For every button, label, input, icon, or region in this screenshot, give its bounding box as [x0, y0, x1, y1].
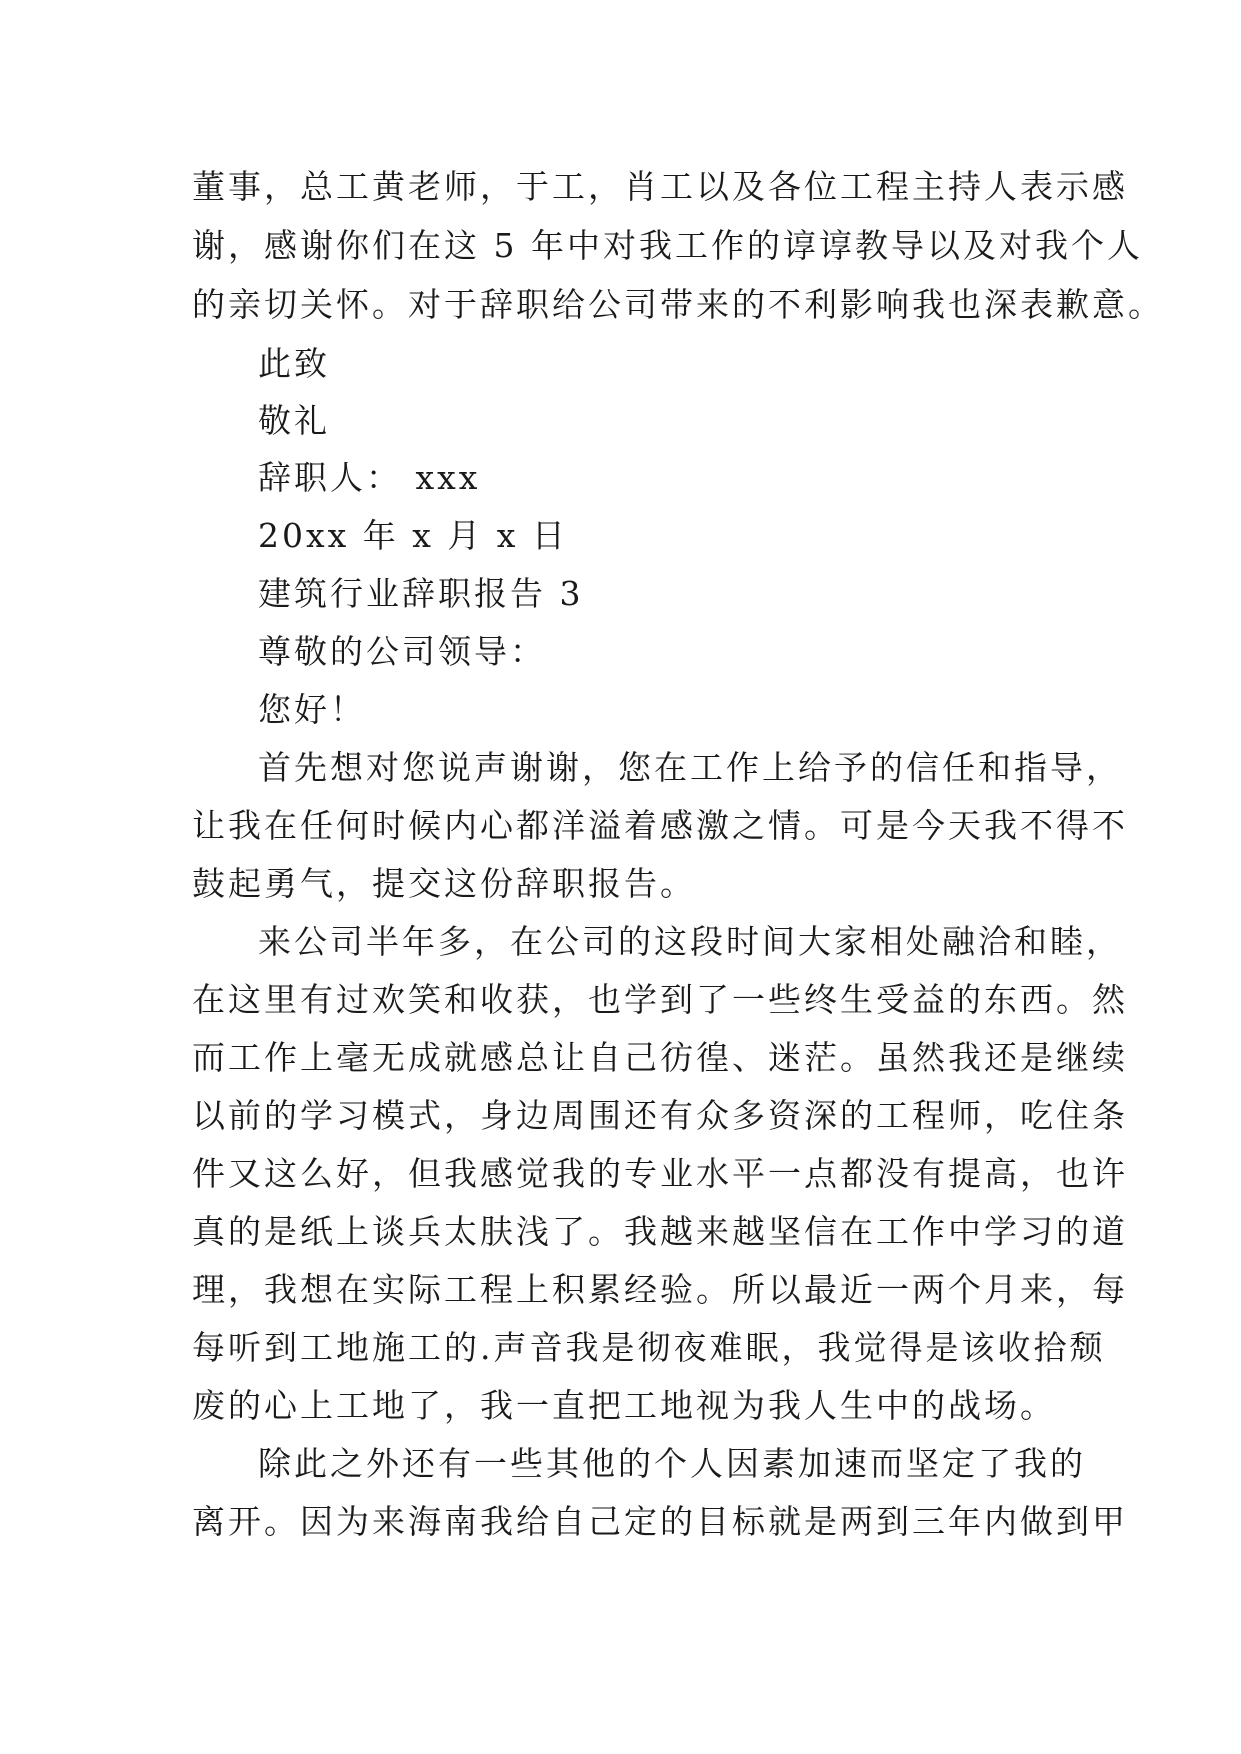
closing-phrase: 此致	[258, 344, 330, 383]
paragraph-line: 真的是纸上谈兵太肤浅了。我越来越坚信在工作中学习的道	[192, 1212, 1128, 1251]
paragraph-line: 以前的学习模式，身边周围还有众多资深的工程师，吃住条	[192, 1096, 1128, 1135]
paragraph-line: 每听到工地施工的.声音我是彻夜难眠，我觉得是该收拾颓	[192, 1328, 1106, 1367]
letter-greeting: 您好！	[258, 690, 366, 729]
paragraph-line: 离开。因为来海南我给自己定的目标就是两到三年内做到甲	[192, 1502, 1128, 1541]
paragraph-line: 理，我想在实际工程上积累经验。所以最近一两个月来，每	[192, 1270, 1128, 1309]
body-text-line: 董事，总工黄老师，于工，肖工以及各位工程主持人表示感	[192, 167, 1128, 206]
paragraph-line: 来公司半年多，在公司的这段时间大家相处融洽和睦，	[258, 922, 1122, 961]
paragraph-line: 除此之外还有一些其他的个人因素加速而坚定了我的	[258, 1444, 1086, 1483]
body-text-line: 谢，感谢你们在这 5 年中对我工作的谆谆教导以及对我个人	[192, 226, 1143, 265]
paragraph-line: 鼓起勇气，提交这份辞职报告。	[192, 864, 696, 903]
closing-salutation: 敬礼	[258, 401, 330, 440]
letter-addressee: 尊敬的公司领导：	[258, 632, 546, 671]
date-line: 20xx 年 x 月 x 日	[258, 516, 568, 555]
paragraph-line: 让我在任何时候内心都洋溢着感激之情。可是今天我不得不	[192, 806, 1128, 845]
paragraph-line: 在这里有过欢笑和收获，也学到了一些终生受益的东西。然	[192, 980, 1128, 1019]
body-text-line: 的亲切关怀。对于辞职给公司带来的不利影响我也深表歉意。	[192, 285, 1164, 324]
paragraph-line: 而工作上毫无成就感总让自己彷徨、迷茫。虽然我还是继续	[192, 1038, 1128, 1077]
paragraph-line: 废的心上工地了，我一直把工地视为我人生中的战场。	[192, 1386, 1056, 1425]
paragraph-line: 首先想对您说声谢谢，您在工作上给予的信任和指导，	[258, 748, 1122, 787]
signature-line: 辞职人： xxx	[258, 458, 481, 497]
paragraph-line: 件又这么好，但我感觉我的专业水平一点都没有提高，也许	[192, 1154, 1128, 1193]
section-title: 建筑行业辞职报告 3	[258, 574, 584, 613]
